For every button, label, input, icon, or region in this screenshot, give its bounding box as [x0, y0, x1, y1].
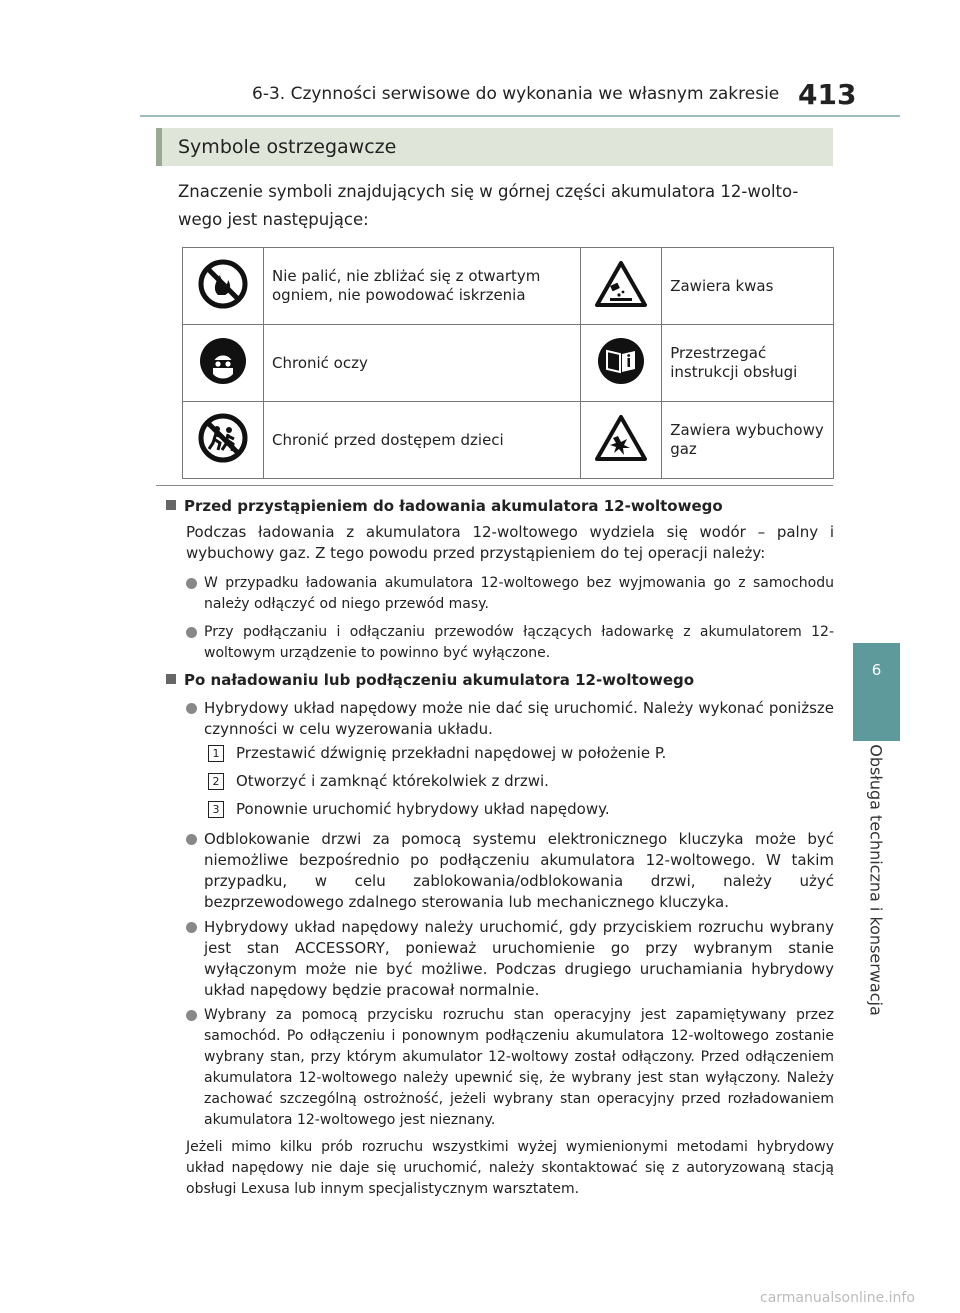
bullet-dot-icon: [186, 703, 197, 714]
watermark: carmanualsonline.info: [760, 1290, 915, 1306]
step-item: [208, 800, 610, 818]
no-fire-icon: [183, 248, 264, 325]
symbol-label: Zawiera kwas: [662, 248, 834, 325]
keep-children-away-icon: [183, 402, 264, 479]
chapter-tab[interactable]: [853, 643, 900, 741]
charging-bullet: Przy podłączaniu i odłączaniu przewodów łączących ładowarkę z akumulatorem 12-woltowym urządzenie to powinno być wyłączone.: [204, 624, 834, 661]
after-heading: [166, 671, 694, 689]
after-bullet: Hybrydowy układ napędowy należy uruchomić, gdy przyciskiem rozruchu wybrany jest stan ACCESSORY, ponieważ uruchomienie go przy wybranym stanie wyłączonym może nie być możliwe. Podczas drugiego uruchamiania hybrydowy układ napędowy będzie pracował normalnie.: [204, 918, 834, 999]
header-rule: [140, 115, 900, 117]
divider: [156, 485, 833, 486]
page-header-title: 6-3. Czynności serwisowe do wykonania we własnym zakresie: [252, 84, 780, 104]
symbol-label: Nie palić, nie zbliżać się z otwartym ogniem, nie powodować iskrzenia: [264, 248, 581, 325]
charging-heading-text: Przed przystąpieniem do ładowania akumulatora 12-woltowego: [184, 497, 723, 515]
step-number: 3: [208, 801, 224, 818]
symbol-label: Chronić przed dostępem dzieci: [264, 402, 581, 479]
final-note: Jeżeli mimo kilku prób rozruchu wszystkimi wyżej wymienionymi metodami hybrydowy układ napędowy nie daje się uruchomić, należy skontaktować się z autoryzowaną stacją obsługi Lexusa lub innym specjalistycznym warsztatem.: [186, 1139, 834, 1197]
step-number: 2: [208, 773, 224, 790]
step-text: Przestawić dźwignię przekładni napędowej w położenie P.: [236, 744, 667, 762]
manual-icon: [581, 325, 662, 402]
after-heading-text: Po naładowaniu lub podłączeniu akumulatora 12-woltowego: [184, 671, 695, 689]
page-number: 413: [798, 78, 857, 111]
warning-symbols-table: [182, 247, 834, 479]
charging-text: Podczas ładowania z akumulatora 12-woltowego wydziela się wodór – palny i wybuchowy gaz. Z tego powodu przed przystąpieniem do tej operacji należy:: [186, 523, 834, 562]
bullet-dot-icon: [186, 922, 197, 933]
charging-heading: [166, 497, 723, 515]
symbol-label: Przestrzegać instrukcji obsługi: [662, 325, 834, 402]
symbol-label: Zawiera wybuchowy gaz: [662, 402, 834, 479]
table-row: [183, 402, 834, 479]
after-bullet: Hybrydowy układ napędowy może nie dać się uruchomić. Należy wykonać poniższe czynności w celu wyzerowania układu.: [204, 699, 834, 738]
section-header: [156, 128, 833, 166]
table-row: [183, 325, 834, 402]
explosive-gas-icon: [581, 402, 662, 479]
bullet-dot-icon: [186, 834, 197, 845]
step-number: 1: [208, 745, 224, 762]
bullet-dot-icon: [186, 1010, 197, 1021]
section-intro: Znaczenie symboli znajdujących się w górnej części akumulatora 12-wolto-wego jest następujące:: [178, 182, 799, 229]
section-title: Symbole ostrzegawcze: [178, 136, 397, 158]
symbol-label: Chronić oczy: [264, 325, 581, 402]
step-item: [208, 772, 549, 790]
eye-protection-icon: [183, 325, 264, 402]
table-row: [183, 248, 834, 325]
square-bullet-icon: [166, 500, 176, 510]
charging-bullet: W przypadku ładowania akumulatora 12-woltowego bez wyjmowania go z samochodu należy odłączyć od niego przewód masy.: [204, 575, 834, 612]
chapter-title: Obsługa techniczna i konserwacja: [866, 744, 886, 1016]
after-bullet: Odblokowanie drzwi za pomocą systemu elektronicznego kluczyka może być niemożliwe bezpośrednio po podłączeniu akumulatora 12-woltowego. W takim przypadku, w celu zablokowania/odblokowania drzwi, należy użyć bezprzewodowego zdalnego sterowania lub mechanicznego kluczyka.: [204, 830, 834, 911]
bullet-dot-icon: [186, 627, 197, 638]
step-text: Ponownie uruchomić hybrydowy układ napędowy.: [236, 800, 610, 818]
chapter-number: 6: [871, 661, 882, 679]
square-bullet-icon: [166, 674, 176, 684]
acid-warning-icon: [581, 248, 662, 325]
step-text: Otworzyć i zamknąć którekolwiek z drzwi.: [236, 772, 549, 790]
step-item: [208, 744, 666, 762]
bullet-dot-icon: [186, 578, 197, 589]
after-bullet: Wybrany za pomocą przycisku rozruchu stan operacyjny jest zapamiętywany przez samochód. Po odłączeniu i ponownym podłączeniu akumulatora 12-woltowego zostanie wybrany stan, przy którym akumulator 12-woltowy został odłączony. Przed odłączeniem akumulatora 12-woltowego należy upewnić się, że wybrany jest stan wyłączony. Należy zachować szczególną ostrożność, jeżeli wybrany stan operacyjny przed rozładowaniem akumulatora 12-woltowego jest nieznany.: [204, 1007, 834, 1128]
